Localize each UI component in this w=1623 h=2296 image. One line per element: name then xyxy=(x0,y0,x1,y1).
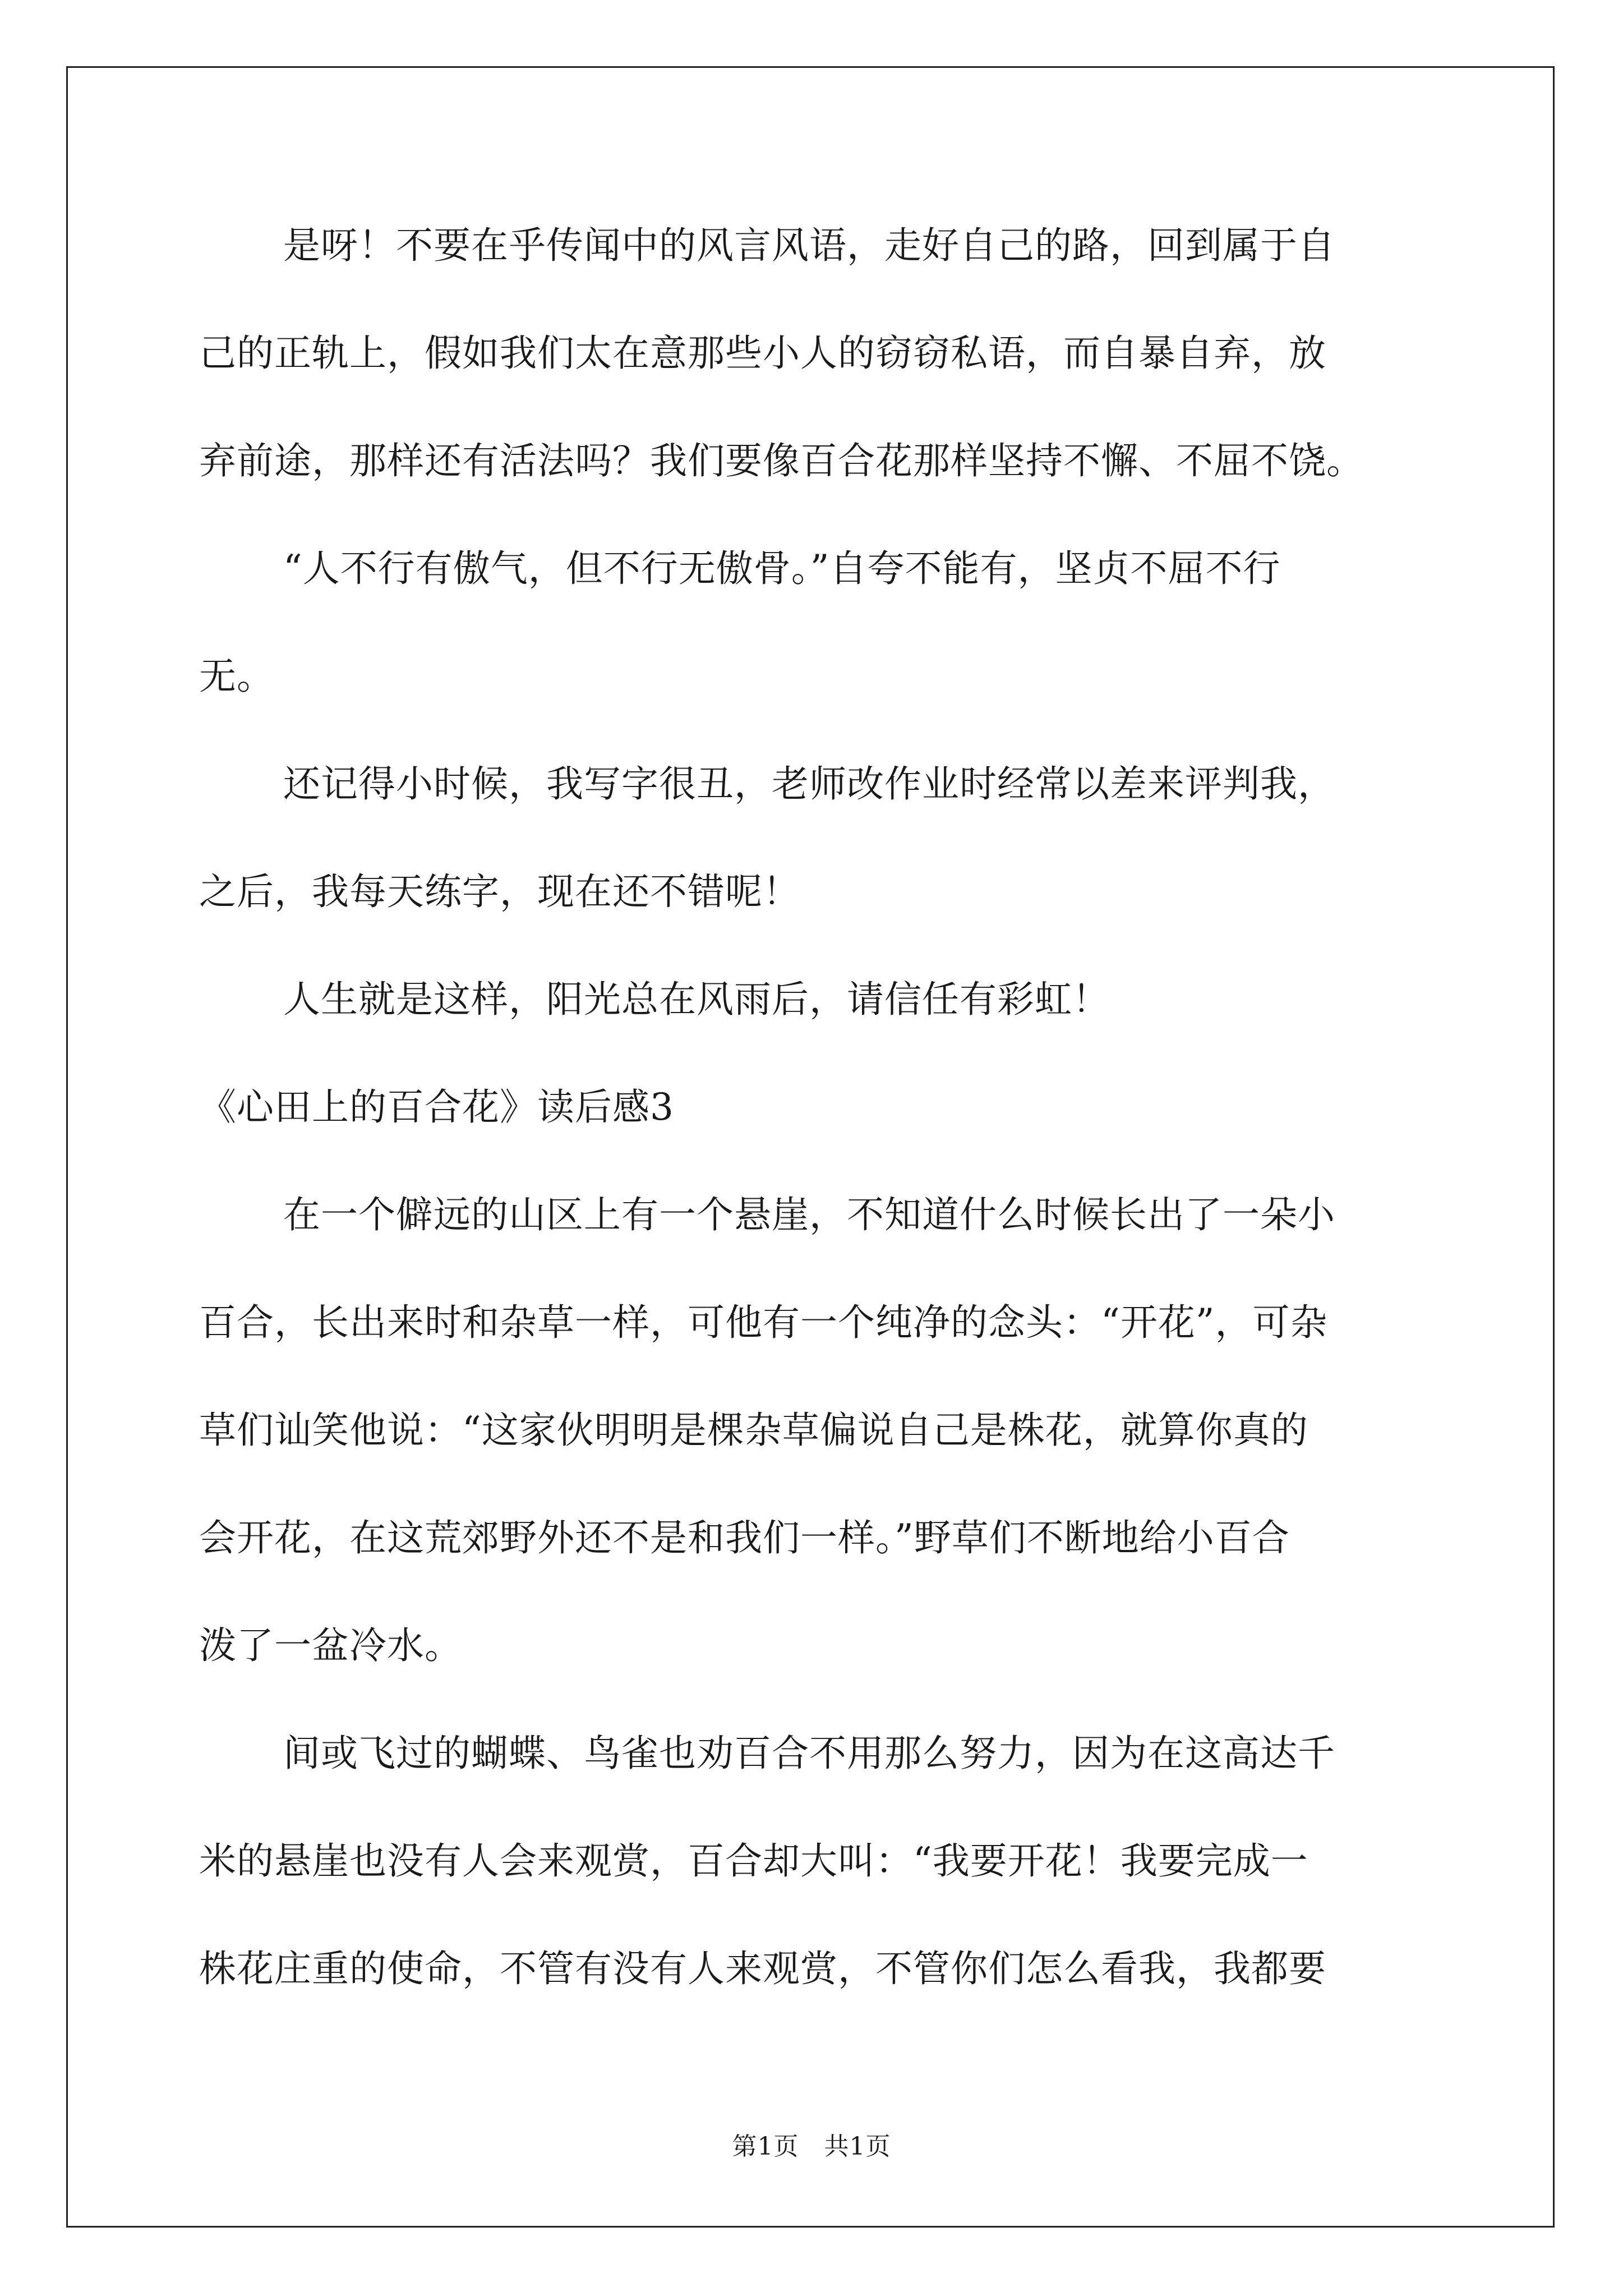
text-line: 百合，长出来时和杂草一样，可他有一个纯净的念头：“开花”，可杂 xyxy=(199,1301,1328,1344)
section-heading: 《心田上的百合花》读后感3 xyxy=(199,1085,674,1129)
text-line: 草们讪笑他说：“这家伙明明是棵杂草偏说自己是株花，就算你真的 xyxy=(199,1409,1308,1452)
text-line: 己的正轨上，假如我们太在意那些小人的窃窃私语，而自暴自弃，放 xyxy=(199,332,1326,375)
text-line: “人不行有傲气，但不行无傲骨。”自夸不能有，坚贞不屈不行 xyxy=(283,547,1281,590)
text-line: 在一个僻远的山区上有一个悬崖，不知道什么时候长出了一朵小 xyxy=(283,1193,1335,1236)
text-line: 还记得小时候，我写字很丑，老师改作业时经常以差来评判我， xyxy=(283,762,1335,806)
page-number: 第1页 共1页 xyxy=(732,2132,891,2161)
text-line: 之后，我每天练字，现在还不错呢！ xyxy=(199,870,800,913)
text-line: 人生就是这样，阳光总在风雨后，请信任有彩虹！ xyxy=(283,978,1110,1021)
text-line: 无。 xyxy=(199,655,274,698)
page-border xyxy=(66,66,1555,2228)
text-line: 弃前途，那样还有活法吗？我们要像百合花那样坚持不懈、不屈不饶。 xyxy=(199,439,1364,482)
text-line: 米的悬崖也没有人会来观赏，百合却大叫：“我要开花！我要完成一 xyxy=(199,1839,1308,1883)
text-line: 会开花，在这荒郊野外还不是和我们一样。”野草们不断地给小百合 xyxy=(199,1516,1290,1559)
text-line: 株花庄重的使命，不管有没有人来观赏，不管你们怎么看我，我都要 xyxy=(199,1947,1326,1990)
text-line: 泼了一盆冷水。 xyxy=(199,1624,462,1667)
text-line: 间或飞过的蝴蝶、鸟雀也劝百合不用那么努力，因为在这高达千 xyxy=(283,1732,1335,1775)
text-line: 是呀！不要在乎传闻中的风言风语，走好自己的路，回到属于自 xyxy=(283,224,1335,267)
